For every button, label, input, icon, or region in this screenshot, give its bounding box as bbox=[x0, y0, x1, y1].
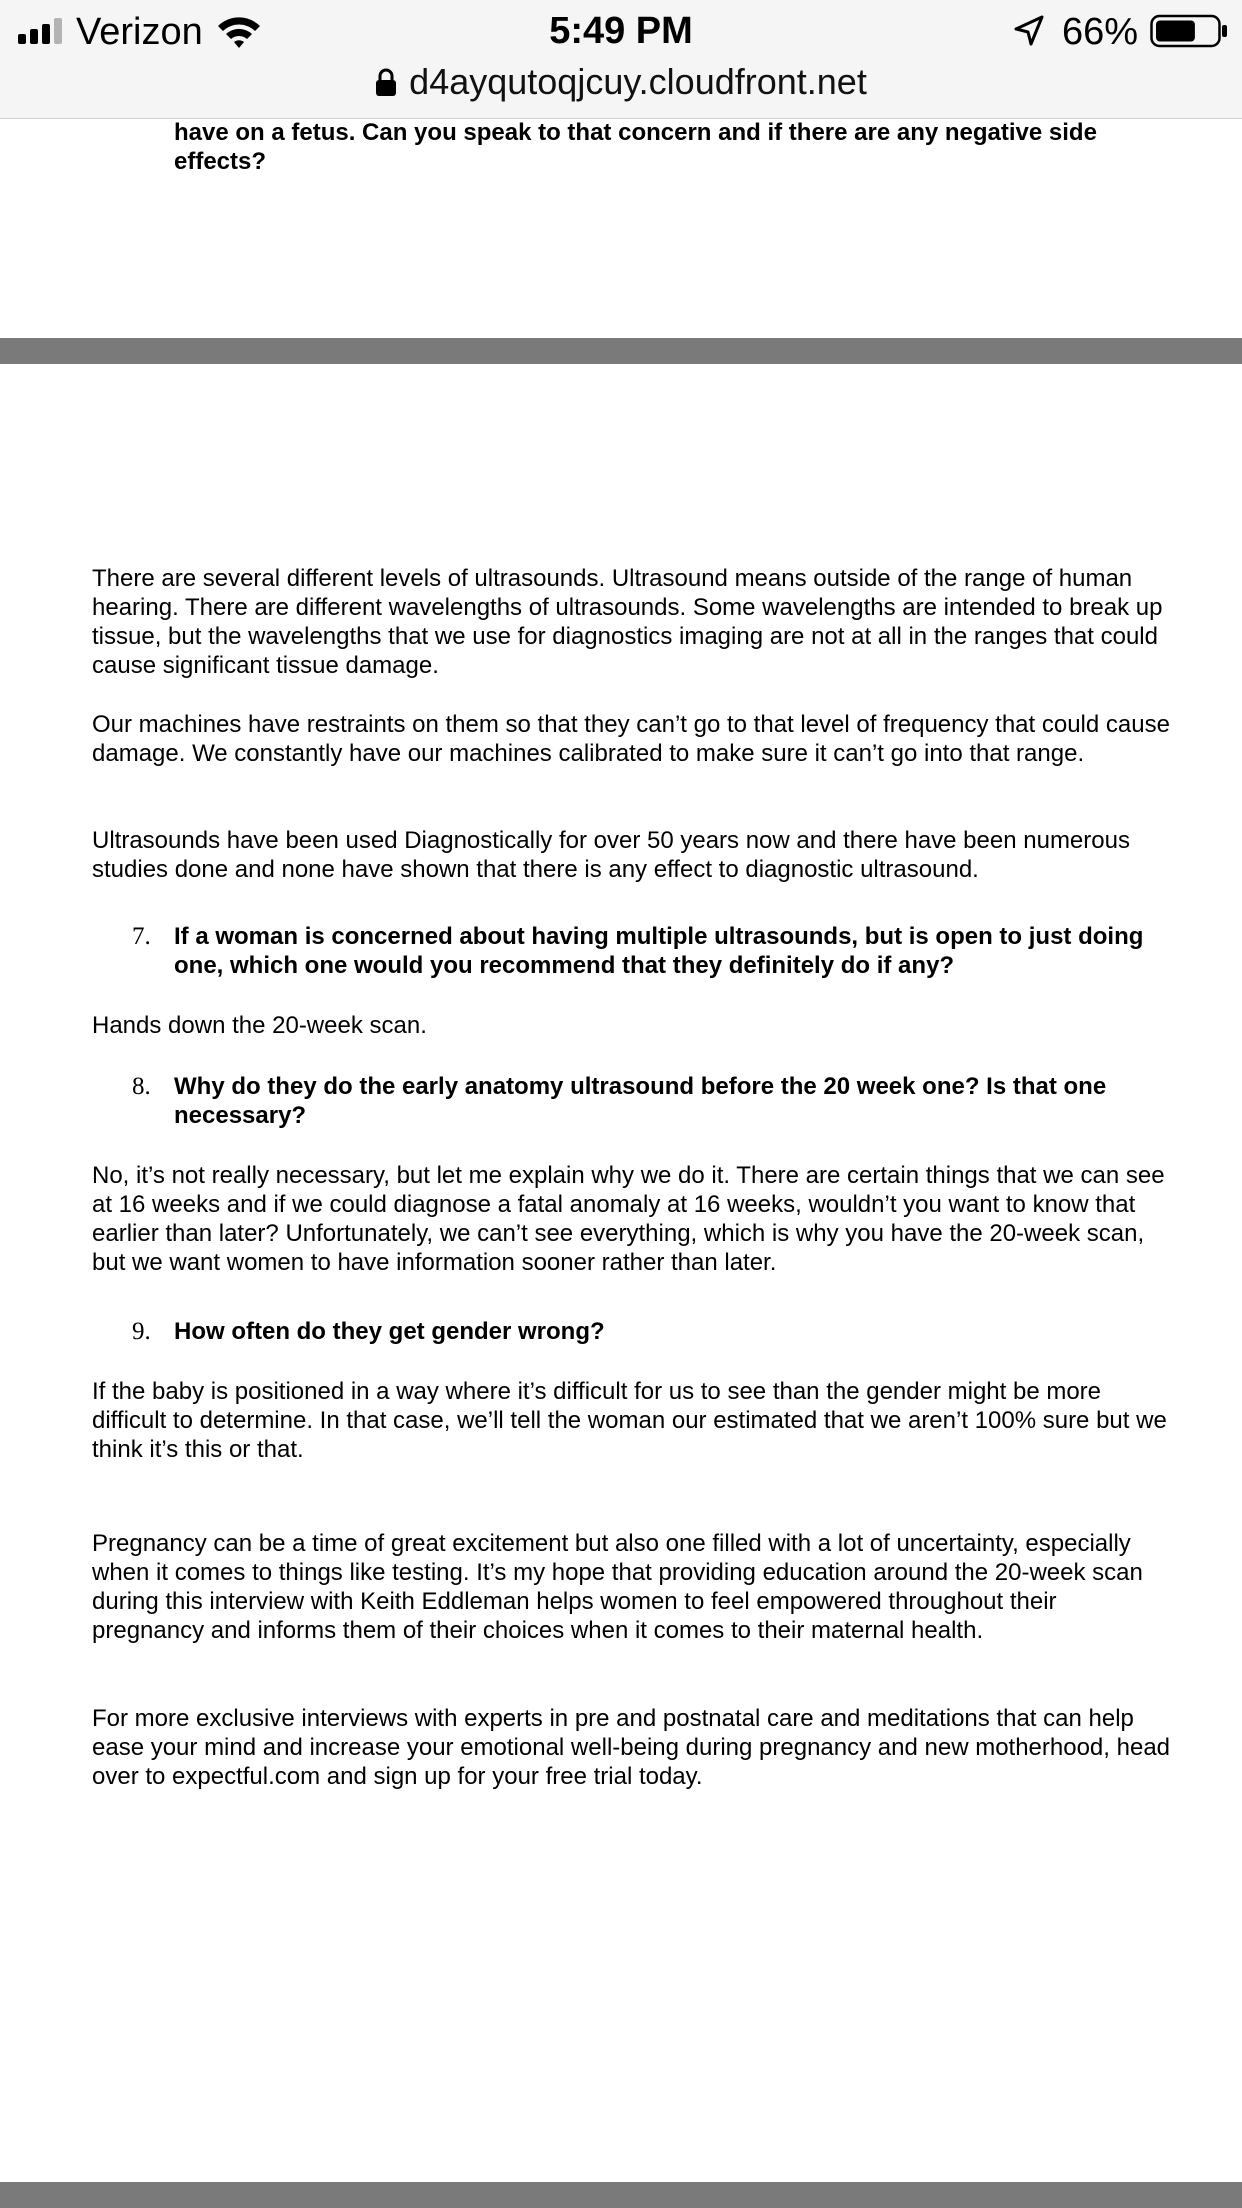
address-bar[interactable] bbox=[0, 60, 1242, 108]
question-6-line-1: have on a fetus. Can you speak to that concern and if there are any negative side bbox=[174, 119, 1097, 146]
question-text: Why do they do the early anatomy ultrasound before the 20 week one? Is that one necessary? bbox=[174, 1073, 1107, 1129]
location-arrow-icon bbox=[1012, 14, 1046, 48]
page-separator bbox=[0, 2182, 1242, 2208]
closing-paragraph: For more exclusive interviews with experts in pre and postnatal care and meditations that can help ease your mind and increase your emotional well-being during pregnancy and new motherhood, head over to expectful.com and sign up for your free trial today. bbox=[92, 1705, 1171, 1790]
document-viewer[interactable] bbox=[0, 118, 1242, 2208]
question-text: How often do they get gender wrong? bbox=[174, 1318, 605, 1345]
question-number: 9. bbox=[132, 1318, 151, 1345]
answer-paragraph: Ultrasounds have been used Diagnostically for over 50 years now and there have been numerous studies done and none have shown that there is any effect to diagnostic ultrasound. bbox=[92, 827, 1130, 883]
status-time: 5:49 PM bbox=[549, 10, 693, 52]
page-separator bbox=[0, 338, 1242, 364]
carrier-name: Verizon bbox=[76, 11, 203, 53]
question-number: 8. bbox=[132, 1073, 151, 1100]
answer-paragraph: Our machines have restraints on them so that they can’t go to that level of frequency that could cause damage. We constantly have our machines calibrated to make sure it can’t go into that range. bbox=[92, 711, 1170, 767]
battery-percent: 66% bbox=[1062, 11, 1139, 53]
closing-paragraph: Pregnancy can be a time of great excitement but also one filled with a lot of uncertainty, especially when it comes to things like testing. It’s my hope that providing education around the 20-week scan during this interview with Keith Eddleman helps women to feel empowered throughout their pregnancy and informs them of their choices when it comes to their maternal health. bbox=[92, 1530, 1143, 1644]
answer-paragraph: No, it’s not really necessary, but let me explain why we do it. There are certain things that we can see at 16 weeks and if we could diagnose a fatal anomaly at 16 weeks, wouldn’t you want to know that earlier than later? Unfortunately, we can’t see everything, which is why you have the 20-week scan, but we want women to have information sooner rather than later. bbox=[92, 1162, 1165, 1276]
question-6-fragment bbox=[174, 118, 1174, 176]
status-bar bbox=[0, 0, 1242, 62]
url-text[interactable]: d4ayqutoqjcuy.cloudfront.net bbox=[409, 61, 867, 102]
battery-icon bbox=[1150, 14, 1230, 48]
lock-icon bbox=[375, 67, 397, 97]
wifi-icon bbox=[216, 14, 262, 50]
question-number: 7. bbox=[132, 923, 151, 950]
question-text: If a woman is concerned about having multiple ultrasounds, but is open to just doing one, which one would you recommend that they definitely do if any? bbox=[174, 923, 1144, 979]
answer-paragraph: Hands down the 20-week scan. bbox=[92, 1012, 427, 1039]
browser-top-bar bbox=[0, 0, 1242, 119]
question-6-line-2: effects? bbox=[174, 148, 267, 175]
answer-paragraph: There are several different levels of ultrasounds. Ultrasound means outside of the range of human hearing. There are different wavelengths of ultrasounds. Some wavelengths are intended to break up tissue, but the wavelengths that we use for diagnostics imaging are not at all in the ranges that could cause significant tissue damage. bbox=[92, 565, 1163, 679]
answer-paragraph: If the baby is positioned in a way where it’s difficult for us to see than the gender might be more difficult to determine. In that case, we’ll tell the woman our estimated that we aren’t 100% sure but we think it’s this or that. bbox=[92, 1378, 1167, 1463]
signal-icon bbox=[18, 18, 66, 44]
